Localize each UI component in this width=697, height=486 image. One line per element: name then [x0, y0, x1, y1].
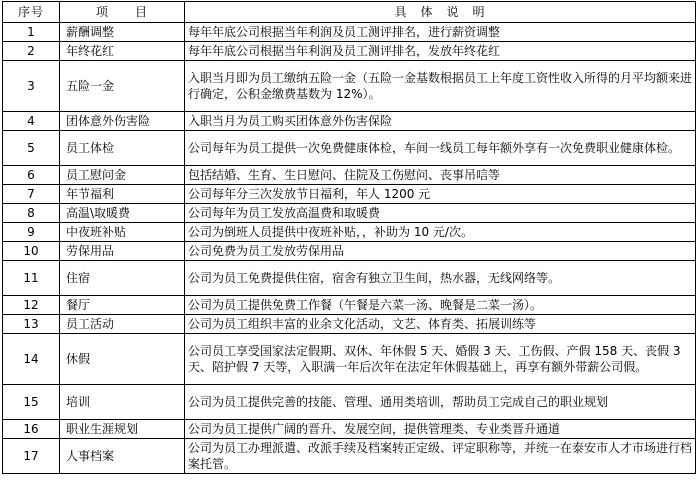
row-item: 团体意外伤害险: [60, 112, 185, 131]
table-row: [3, 242, 696, 261]
row-number: 17: [3, 439, 60, 474]
row-desc: 公司为员工提供免费工作餐（午餐是六菜一汤、晚餐是二菜一汤）。: [185, 296, 696, 315]
row-item: 年节福利: [60, 185, 185, 204]
header-item: 项 目: [60, 2, 185, 23]
table-row: [3, 420, 696, 439]
row-item: 住宿: [60, 261, 185, 296]
header-desc: 具 体 说 明: [185, 2, 696, 23]
table-row: [3, 261, 696, 296]
table-row: [3, 23, 696, 42]
row-number: 8: [3, 204, 60, 223]
table-row: [3, 223, 696, 242]
row-item: 员工活动: [60, 315, 185, 334]
table-row: [3, 334, 696, 385]
row-desc: 公司每年为员工发放高温费和取暖费: [185, 204, 696, 223]
row-item: 劳保用品: [60, 242, 185, 261]
table-row: [3, 315, 696, 334]
table-row: [3, 385, 696, 420]
row-number: 5: [3, 131, 60, 166]
table-row: [3, 61, 696, 112]
row-item: 员工体检: [60, 131, 185, 166]
row-item: 员工慰问金: [60, 166, 185, 185]
row-number: 1: [3, 23, 60, 42]
row-desc: 每年年底公司根据当年利润及员工测评排名，进行薪资调整: [185, 23, 696, 42]
row-desc: 公司为员工办理派遣、改派手续及档案转正定级、评定职称等，并统一在泰安市人才市场进行档案托管。: [185, 439, 696, 474]
row-number: 15: [3, 385, 60, 420]
row-number: 12: [3, 296, 60, 315]
table-row: [3, 166, 696, 185]
row-number: 16: [3, 420, 60, 439]
benefits-table: [2, 1, 696, 474]
row-desc: 公司每年为员工提供一次免费健康体检，车间一线员工每年额外享有一次免费职业健康体检。: [185, 131, 696, 166]
header-row: [3, 2, 696, 23]
row-item: 职业生涯规划: [60, 420, 185, 439]
row-number: 13: [3, 315, 60, 334]
row-item: 年终花红: [60, 42, 185, 61]
row-desc: 公司免费为员工发放劳保用品: [185, 242, 696, 261]
table-row: [3, 439, 696, 474]
row-desc: 公司为倒班人员提供中夜班补贴，，补助为 10 元/次。: [185, 223, 696, 242]
row-item: 餐厅: [60, 296, 185, 315]
table-row: [3, 185, 696, 204]
row-number: 11: [3, 261, 60, 296]
row-desc: 每年年底公司根据当年利润及员工测评排名，发放年终花红: [185, 42, 696, 61]
row-desc: 公司为员工组织丰富的业余文化活动，文艺、体育类、拓展训练等: [185, 315, 696, 334]
row-desc: 公司为员工提供广阔的晋升、发展空间，提供管理类、专业类晋升通道: [185, 420, 696, 439]
row-item: 中夜班补贴: [60, 223, 185, 242]
table-row: [3, 131, 696, 166]
table-row: [3, 112, 696, 131]
row-number: 6: [3, 166, 60, 185]
row-desc: 公司员工享受国家法定假期、双休、年休假 5 天、婚假 3 天、工伤假、产假 158 天、丧假 3 天、陪护假 7 天等，入职满一年后次年在法定年休假基础上，再享有额外带薪公司假。: [185, 334, 696, 385]
row-item: 五险一金: [60, 61, 185, 112]
row-desc: 入职当月即为员工缴纳五险一金（五险一金基数根据员工上年度工资性收入所得的月平均额来进行确定，公积金缴费基数为 12%）。: [185, 61, 696, 112]
row-number: 4: [3, 112, 60, 131]
table-row: [3, 42, 696, 61]
row-number: 10: [3, 242, 60, 261]
row-item: 人事档案: [60, 439, 185, 474]
table-row: [3, 204, 696, 223]
row-number: 3: [3, 61, 60, 112]
row-desc: 公司每年分三次发放节日福利，年人 1200 元: [185, 185, 696, 204]
row-desc: 入职当月为员工购买团体意外伤害保险: [185, 112, 696, 131]
table-row: [3, 296, 696, 315]
row-desc: 公司为员工提供完善的技能、管理、通用类培训，帮助员工完成自己的职业规划: [185, 385, 696, 420]
row-number: 2: [3, 42, 60, 61]
header-no: 序号: [3, 2, 60, 23]
row-number: 14: [3, 334, 60, 385]
row-number: 7: [3, 185, 60, 204]
row-item: 薪酬调整: [60, 23, 185, 42]
row-item: 培训: [60, 385, 185, 420]
row-desc: 包括结婚、生育、生日慰问、住院及工伤慰问、丧事吊唁等: [185, 166, 696, 185]
row-number: 9: [3, 223, 60, 242]
row-item: 高温\取暖费: [60, 204, 185, 223]
row-desc: 公司为员工免费提供住宿，宿舍有独立卫生间，热水器，无线网络等。: [185, 261, 696, 296]
row-item: 休假: [60, 334, 185, 385]
